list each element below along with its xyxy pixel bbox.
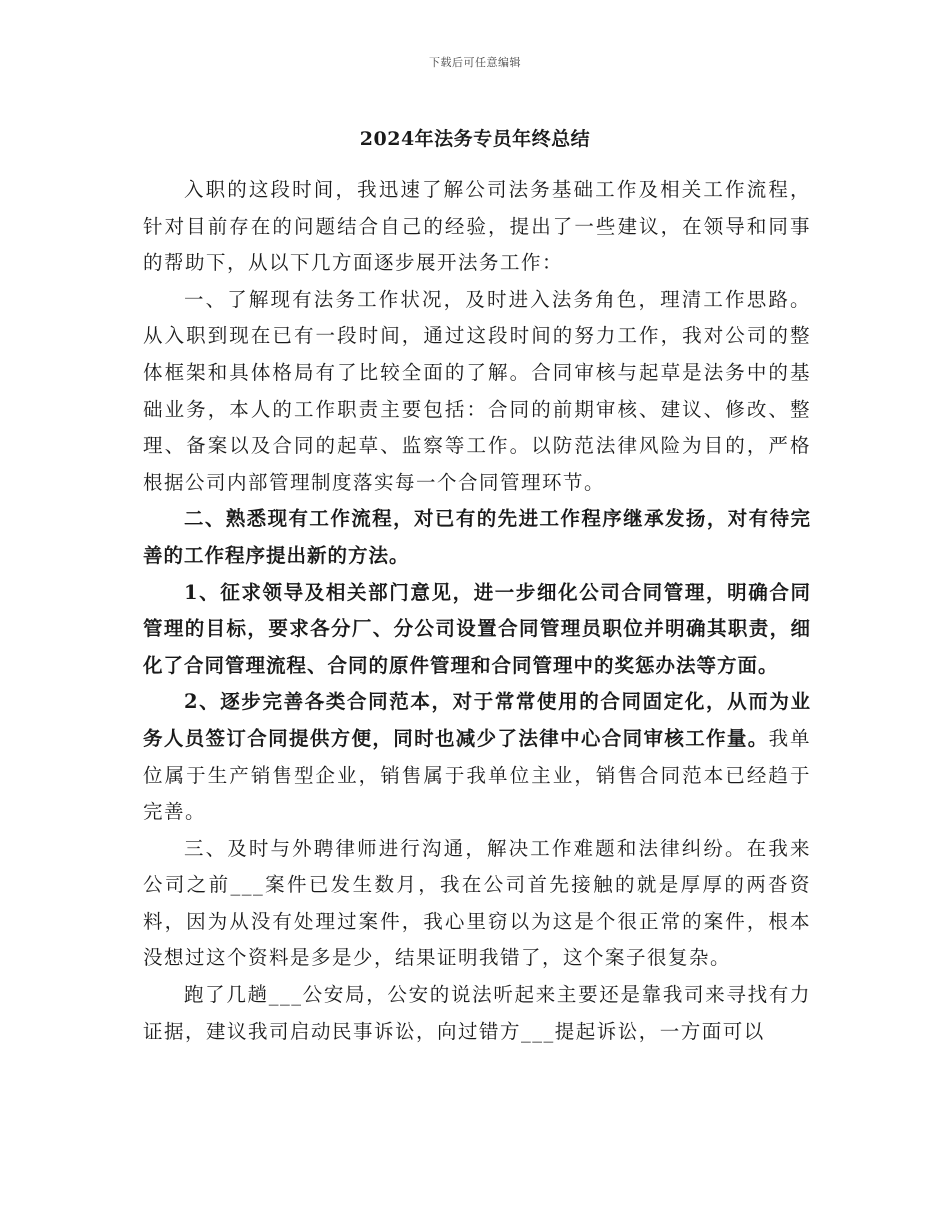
page-header-note: 下载后可任意编辑 [429, 56, 521, 69]
paragraph-item-2 [143, 684, 811, 830]
paragraph-section-1: 一、了解现有法务工作状况，及时进入法务角色，理清工作思路。从入职到现在已有一段时间，通过这段时间的努力工作，我对公司的整体框架和具体格局有了比较全面的了解。合同审核与起草是法务中的基础业务，本人的工作职责主要包括：合同的前期审核、建议、修改、整理、备案以及合同的起草、监察等工作。以防范法律风险为目的，严格根据公司内部管理制度落实每一个合同管理环节。 [143, 287, 811, 494]
paragraph-intro: 入职的这段时间，我迅速了解公司法务基础工作及相关工作流程，针对目前存在的问题结合自己的经验，提出了一些建议，在领导和同事的帮助下，从以下几方面逐步展开法务工作： [143, 178, 811, 275]
paragraph-item-1: 1、征求领导及相关部门意见，进一步细化公司合同管理，明确合同管理的目标，要求各分厂、分公司设置合同管理员职位并明确其职责，细化了合同管理流程、合同的原件管理和合同管理中的奖惩办法等方面。 [143, 580, 811, 677]
document-title: 2024年法务专员年终总结 [359, 128, 591, 150]
paragraph-section-2-heading: 二、熟悉现有工作流程，对已有的先进工作程序继承发扬，对有待完善的工作程序提出新的方法。 [143, 507, 811, 567]
paragraph-police-visit: 跑了几趟___公安局，公安的说法听起来主要还是靠我司来寻找有力证据，建议我司启动民事诉讼，向过错方___提起诉讼，一方面可以 [143, 983, 811, 1043]
document-body [143, 172, 811, 1050]
paragraph-item-2-continuation: 我单位属于生产销售型企业，销售属于我单位主业，销售合同范本已经趋于完善。 [143, 726, 811, 824]
paragraph-section-3: 三、及时与外聘律师进行沟通，解决工作难题和法律纠纷。在我来公司之前___案件已发生数月，我在公司首先接触的就是厚厚的两沓资料，因为从没有处理过案件，我心里窃以为这是个很正常的案件，根本没想过这个资料是多是少，结果证明我错了，这个案子很复杂。 [143, 836, 811, 970]
paragraph-item-2-bold: 2、逐步完善各类合同范本，对于常常使用的合同固定化，从而为业务人员签订合同提供方便，同时也减少了法律中心合同审核工作量。 [143, 690, 811, 750]
